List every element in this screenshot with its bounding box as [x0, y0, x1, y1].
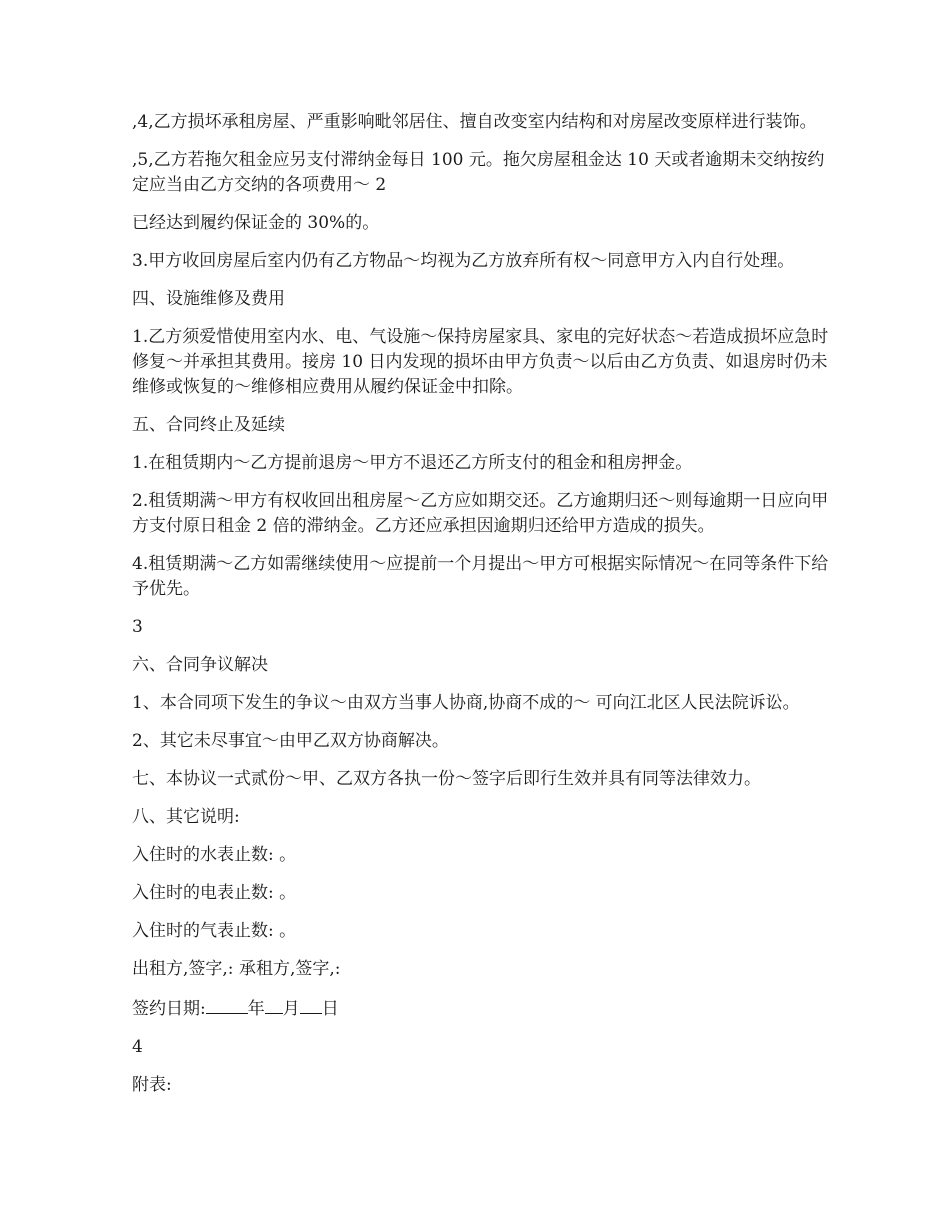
month-blank [265, 995, 283, 1014]
section-heading-dispute: 六、合同争议解决 [132, 655, 268, 675]
signature-line: 出租方,签字,: 承租方,签字,: [132, 959, 341, 979]
section-heading-maintenance: 四、设施维修及费用 [132, 289, 285, 309]
water-meter-reading: 入住时的水表止数: 。 [132, 845, 297, 865]
dispute-clause-2: 2、其它未尽事宜～由甲乙双方协商解决。 [132, 731, 449, 751]
electric-meter-reading: 入住时的电表止数: 。 [132, 883, 297, 903]
clause-5-continued: 已经达到履约保证金的 30%的。 [132, 213, 380, 233]
maintenance-clause-1: 1.乙方须爱惜使用室内水、电、气设施～保持房屋家具、家电的完好状态～若造成损坏应急时修复～并承担其费用。接房 10 日内发现的损坏由甲方负责～以后由乙方负责、如退房时仍未维修或恢复的～维修相应费用从履约保证金中扣除。 [132, 327, 829, 397]
termination-clause-1: 1.在租赁期内～乙方提前退房～甲方不退还乙方所支付的租金和租房押金。 [132, 453, 693, 473]
day-blank [300, 995, 322, 1014]
signing-date-label: 签约日期: [132, 999, 206, 1019]
document-body [132, 110, 832, 1111]
clause-3-belongings: 3.甲方收回房屋后室内仍有乙方物品～均视为乙方放弃所有权～同意甲方入内自行处理。 [132, 251, 795, 271]
termination-clause-4: 4.租赁期满～乙方如需继续使用～应提前一个月提出～甲方可根据实际情况～在同等条件下给予优先。 [132, 554, 829, 599]
clause-5: ,5,乙方若拖欠租金应另支付滞纳金每日 100 元。拖欠房屋租金达 10 天或者逾期未交纳按约定应当由乙方交纳的各项费用～ 2 [132, 150, 825, 195]
dispute-clause-1: 1、本合同项下发生的争议～由双方当事人协商,协商不成的～ 可向江北区人民法院诉讼。 [132, 693, 800, 713]
year-blank [206, 995, 248, 1014]
termination-clause-2: 2.租赁期满～甲方有权收回出租房屋～乙方应如期交还。乙方逾期归还～则每逾期一日应向甲方支付原日租金 2 倍的滞纳金。乙方还应承担因逾期归还给甲方造成的损失。 [132, 491, 829, 536]
gas-meter-reading: 入住时的气表止数: 。 [132, 921, 297, 941]
section-heading-termination: 五、合同终止及延续 [132, 415, 285, 435]
signing-date-line [132, 995, 832, 1022]
month-unit: 月 [282, 999, 300, 1019]
page-number-4: 4 [132, 1037, 143, 1057]
attachment-label: 附表: [132, 1075, 172, 1095]
section-agreement-copies: 七、本协议一式贰份～甲、乙双方各执一份～签字后即行生效并具有同等法律效力。 [132, 769, 761, 789]
day-unit: 日 [321, 999, 339, 1019]
year-unit: 年 [247, 999, 265, 1019]
section-heading-other: 八、其它说明: [132, 807, 240, 827]
page-number-3: 3 [132, 617, 143, 637]
clause-4: ,4,乙方损坏承租房屋、严重影响毗邻居住、擅自改变室内结构和对房屋改变原样进行装饰。 [132, 112, 817, 132]
